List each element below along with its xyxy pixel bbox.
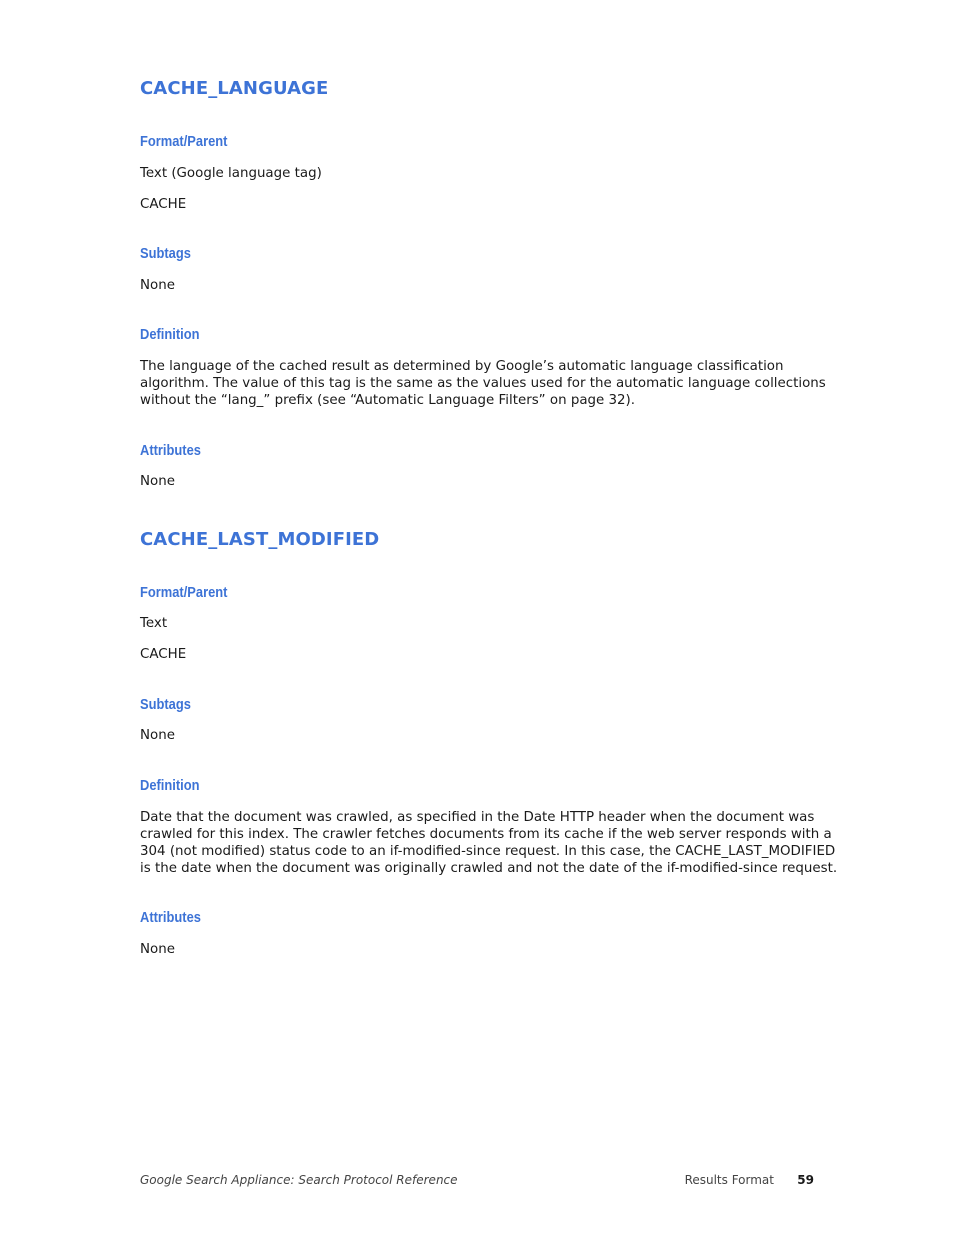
definition-line: The language of the cached result as determined by Google’s automatic language classification	[140, 359, 784, 374]
definition-text	[140, 809, 838, 877]
definition-line: 304 (not modified) status code to an if-modified-since request. In this case, the CACHE_LAST_MODIFIED	[140, 844, 836, 859]
attributes-value: None	[140, 942, 175, 957]
subtags-heading: Subtags	[140, 696, 191, 713]
attributes-heading: Attributes	[140, 442, 201, 459]
section-title-cache-language: CACHE_LANGUAGE	[140, 78, 329, 99]
definition-line: without the “lang_” prefix (see “Automatic Language Filters” on page 32).	[140, 393, 636, 408]
format-parent-heading: Format/Parent	[140, 584, 228, 601]
definition-heading: Definition	[140, 326, 200, 343]
subtags-value: None	[140, 728, 175, 743]
attributes-heading: Attributes	[140, 909, 201, 926]
definition-line: algorithm. The value of this tag is the same as the values used for the automatic language collections	[140, 376, 826, 391]
footer-page-number: 59	[797, 1173, 814, 1187]
definition-text	[140, 358, 826, 409]
page-footer	[140, 1173, 814, 1191]
definition-line: Date that the document was crawled, as specified in the Date HTTP header when the document was	[140, 810, 815, 825]
footer-document-title: Google Search Appliance: Search Protocol Reference	[140, 1173, 458, 1187]
definition-heading: Definition	[140, 777, 200, 794]
definition-line: is the date when the document was originally crawled and not the date of the if-modified-since request.	[140, 861, 838, 876]
section-title-cache-last-modified: CACHE_LAST_MODIFIED	[140, 529, 380, 550]
parent-value: CACHE	[140, 647, 187, 662]
format-value: Text	[140, 616, 168, 631]
parent-value: CACHE	[140, 197, 187, 212]
subtags-heading: Subtags	[140, 245, 191, 262]
definition-line: crawled for this index. The crawler fetches documents from its cache if the web server responds with a	[140, 827, 832, 842]
subtags-value: None	[140, 278, 175, 293]
format-parent-heading: Format/Parent	[140, 133, 228, 150]
format-value: Text (Google language tag)	[140, 166, 322, 181]
footer-section-name: Results Format	[684, 1173, 774, 1187]
attributes-value: None	[140, 474, 175, 489]
